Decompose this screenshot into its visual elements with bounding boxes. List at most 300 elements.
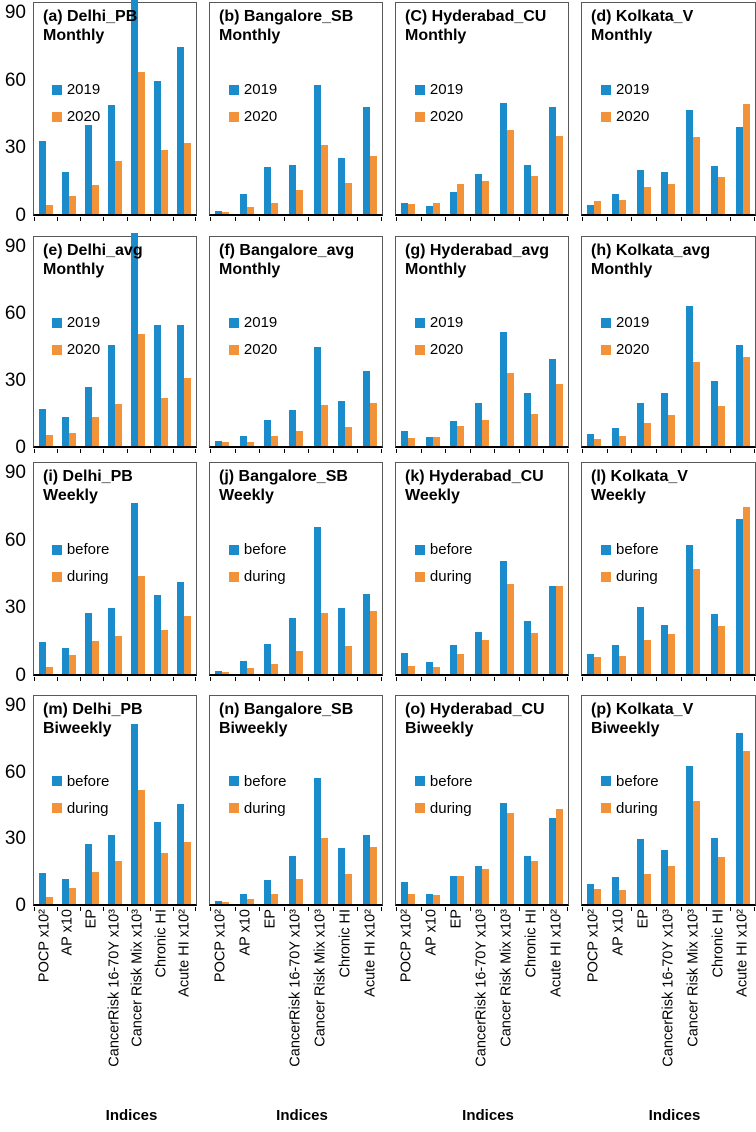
- legend-item-2020: [601, 341, 649, 358]
- bar-before: [62, 648, 69, 674]
- bar-before: [85, 844, 92, 904]
- bar-during: [644, 640, 651, 674]
- subplot-title-line1: (i) Delhi_PB: [43, 468, 133, 485]
- legend-swatch: [415, 112, 425, 122]
- subplot-title: [405, 467, 544, 505]
- bar-during: [321, 613, 328, 674]
- bar-group: [543, 463, 568, 674]
- bar-2019: [524, 165, 531, 214]
- legend-swatch: [601, 776, 611, 786]
- bar-2020: [69, 433, 76, 446]
- bar-before: [549, 818, 556, 904]
- bar-before: [108, 835, 115, 904]
- y-tick-label: 0: [15, 205, 26, 226]
- bar-2019: [661, 172, 668, 214]
- x-axis-title: Indices: [648, 1107, 701, 1124]
- bar-during: [345, 874, 352, 904]
- subplot-title-line1: (f) Bangalore_avg: [219, 242, 355, 259]
- bar-during: [184, 842, 191, 904]
- bar-2020: [408, 204, 415, 214]
- bar-2020: [184, 378, 191, 446]
- bar-2019: [450, 192, 457, 214]
- legend-label: 2020: [429, 108, 464, 126]
- legend-swatch: [52, 803, 62, 813]
- bar-2019: [612, 428, 619, 446]
- legend-label: during: [66, 799, 109, 817]
- subplot-title: [43, 241, 143, 279]
- legend-swatch: [229, 318, 239, 328]
- subplot-cell-l: [569, 448, 756, 676]
- bar-2019: [711, 166, 718, 214]
- bar-before: [85, 613, 92, 674]
- legend-item-during: [415, 568, 473, 585]
- subplot-title: [43, 467, 133, 505]
- subplot-o: [395, 695, 569, 906]
- legend-swatch: [415, 572, 425, 582]
- bar-2020: [644, 187, 651, 214]
- bar-during: [370, 847, 377, 904]
- bar-2020: [138, 334, 145, 446]
- subplot-g: [395, 236, 569, 448]
- subplot-cell-h: [569, 216, 756, 448]
- legend-item-before: [601, 541, 659, 558]
- bar-group: [150, 463, 173, 674]
- bar-before: [401, 882, 408, 904]
- bar-before: [39, 642, 46, 674]
- bar-before: [154, 595, 161, 674]
- bar-2020: [161, 398, 168, 446]
- bar-during: [693, 569, 700, 675]
- subplot-title-line2: Monthly: [405, 27, 467, 45]
- subplot-title-line1: (k) Hyderabad_CU: [405, 468, 544, 485]
- bar-2019: [661, 393, 668, 446]
- bar-2019: [240, 194, 247, 214]
- subplot-title-line2: Monthly: [591, 27, 653, 45]
- bar-2019: [587, 434, 594, 446]
- legend-swatch: [415, 345, 425, 355]
- legend-item-2020: [229, 341, 277, 358]
- bar-before: [475, 632, 482, 674]
- bar-group: [730, 696, 755, 904]
- x-category-label: Chronic HI: [153, 909, 170, 978]
- bar-2019: [289, 410, 296, 446]
- bar-2019: [264, 420, 271, 446]
- subplot-title-line2: Monthly: [591, 261, 653, 279]
- subplot-title-line2: Biweekly: [43, 720, 112, 738]
- bar-during: [433, 667, 440, 674]
- bar-2019: [587, 205, 594, 214]
- legend-swatch: [415, 545, 425, 555]
- legend-swatch: [52, 85, 62, 95]
- bar-before: [131, 503, 138, 674]
- bar-2019: [736, 345, 743, 446]
- legend-item-2019: [415, 314, 463, 331]
- legend-swatch: [229, 545, 239, 555]
- subplot-title: [219, 241, 354, 279]
- legend-label: 2019: [429, 81, 464, 99]
- subplot-cell-i: [0, 448, 197, 686]
- bar-group: [150, 3, 173, 214]
- x-label-area: [395, 906, 569, 1132]
- subplot-title-line2: Weekly: [219, 487, 274, 505]
- y-tick-label: 30: [4, 597, 26, 619]
- legend-item-during: [229, 800, 287, 817]
- subplot-cell-e: [0, 216, 197, 458]
- bar-group: [706, 696, 731, 904]
- bar-before: [450, 645, 457, 674]
- legend-swatch: [229, 112, 239, 122]
- bar-group: [543, 3, 568, 214]
- bar-before: [39, 873, 46, 904]
- legend-label: 2020: [66, 108, 101, 126]
- bar-2020: [668, 415, 675, 446]
- legend-swatch: [52, 572, 62, 582]
- subplot-cell-d: [569, 0, 756, 216]
- legend-label: during: [616, 568, 658, 586]
- bar-before: [215, 671, 222, 674]
- bar-2020: [408, 438, 415, 446]
- x-category-label: AP x10: [59, 909, 76, 956]
- bar-before: [177, 582, 184, 674]
- legend-item-2020: [601, 108, 649, 125]
- legend-label: 2020: [243, 341, 278, 359]
- bar-during: [46, 897, 53, 904]
- legend-item-2020: [415, 108, 463, 125]
- bar-group: [173, 463, 196, 674]
- x-category-label: Cancer Risk Mix x10³: [129, 909, 146, 1047]
- x-category-label: Chronic HI: [710, 909, 726, 978]
- bar-before: [661, 625, 668, 674]
- bar-2019: [177, 47, 184, 214]
- legend-label: 2020: [616, 341, 650, 359]
- bar-during: [296, 879, 303, 904]
- bar-2019: [154, 81, 161, 214]
- legend-item-2019: [52, 314, 100, 331]
- legend-label: before: [616, 541, 659, 559]
- bar-before: [661, 850, 668, 904]
- bar-during: [115, 636, 122, 674]
- x-label-cell: [197, 906, 383, 1132]
- subplot-title-line1: (b) Bangalore_SB: [219, 8, 354, 25]
- subplot-title-line2: Biweekly: [219, 720, 288, 738]
- bar-before: [612, 645, 619, 674]
- bar-2019: [637, 170, 644, 214]
- y-tick-label: 0: [15, 895, 26, 916]
- y-tick-label: 0: [15, 437, 26, 458]
- x-axis-title: Indices: [105, 1107, 158, 1124]
- bar-2019: [450, 421, 457, 446]
- subplot-d: [581, 2, 756, 216]
- bar-before: [264, 880, 271, 904]
- bar-2019: [62, 417, 69, 446]
- bar-during: [271, 664, 278, 674]
- legend-label: during: [243, 799, 286, 817]
- legend-label: 2019: [243, 81, 278, 99]
- subplot-title: [219, 7, 353, 45]
- subplot-f: [209, 236, 383, 448]
- subplot-h: [581, 236, 756, 448]
- subplot-title-line2: Weekly: [591, 487, 646, 505]
- bar-before: [637, 607, 644, 674]
- bar-2020: [138, 72, 145, 214]
- bar-before: [587, 884, 594, 904]
- legend: [415, 314, 463, 358]
- y-tick-label: 90: [4, 236, 26, 258]
- bar-before: [736, 733, 743, 904]
- subplot-title: [405, 700, 545, 738]
- y-tick-label: 0: [15, 665, 26, 686]
- subplot-title-line2: Monthly: [219, 27, 281, 45]
- legend-swatch: [229, 572, 239, 582]
- bar-2020: [693, 362, 700, 446]
- bar-2020: [556, 136, 563, 214]
- bar-2020: [69, 196, 76, 214]
- bar-during: [531, 633, 538, 674]
- bar-group: [730, 463, 755, 674]
- bar-during: [594, 889, 601, 904]
- subplot-title-line1: (g) Hyderabad_avg: [405, 242, 550, 259]
- bar-2019: [612, 194, 619, 214]
- x-category-label: CancerRisk 16-70Y x10³: [106, 909, 123, 1067]
- bar-2019: [401, 431, 408, 446]
- x-category-label: CancerRisk 16-70Y x10³: [287, 909, 304, 1067]
- y-axis-tick-labels: [0, 462, 28, 686]
- bar-2019: [215, 211, 222, 214]
- bar-2020: [345, 183, 352, 214]
- bar-2020: [457, 184, 464, 214]
- bar-before: [711, 838, 718, 904]
- y-tick-label: 90: [4, 462, 26, 484]
- bar-during: [693, 801, 700, 904]
- bar-2020: [370, 403, 377, 446]
- bar-2019: [85, 125, 92, 214]
- y-tick-label: 30: [4, 370, 26, 392]
- bar-before: [154, 822, 161, 904]
- bar-2019: [524, 393, 531, 446]
- legend-swatch: [601, 85, 611, 95]
- legend-item-2020: [52, 341, 100, 358]
- bar-group: [730, 237, 755, 446]
- bar-group: [357, 237, 382, 446]
- bar-before: [131, 724, 138, 904]
- legend-item-during: [52, 800, 110, 817]
- bar-2019: [338, 158, 345, 214]
- legend: [415, 81, 463, 125]
- legend-swatch: [415, 776, 425, 786]
- bar-during: [138, 790, 145, 904]
- bar-during: [408, 894, 415, 904]
- bar-group: [730, 3, 755, 214]
- legend-swatch: [52, 112, 62, 122]
- x-category-label: Cancer Risk Mix x10³: [498, 909, 515, 1047]
- legend-item-2019: [601, 314, 649, 331]
- bar-during: [507, 584, 514, 674]
- bar-2019: [39, 409, 46, 446]
- legend-item-2019: [601, 81, 649, 98]
- subplot-cell-b: [197, 0, 383, 216]
- bar-during: [247, 899, 254, 904]
- legend-label: before: [243, 541, 287, 559]
- subplot-a: [33, 2, 197, 216]
- subplot-cell-c: [383, 0, 569, 216]
- bar-group: [357, 696, 382, 904]
- legend: [52, 541, 110, 585]
- x-category-label: AP x10: [423, 909, 440, 956]
- legend-label: 2020: [243, 108, 278, 126]
- x-label-cell: [569, 906, 756, 1132]
- legend: [601, 541, 659, 585]
- bar-before: [401, 653, 408, 674]
- bar-2019: [338, 401, 345, 446]
- bar-2020: [718, 177, 725, 214]
- bar-before: [338, 608, 345, 674]
- legend-item-before: [415, 541, 473, 558]
- bar-during: [619, 656, 626, 674]
- y-tick-label: 90: [4, 695, 26, 717]
- bar-2020: [222, 212, 229, 214]
- legend-label: during: [429, 799, 472, 817]
- legend: [415, 541, 473, 585]
- bar-2019: [264, 167, 271, 214]
- bar-group: [150, 696, 173, 904]
- x-label-cell: [383, 906, 569, 1132]
- bar-2020: [370, 156, 377, 214]
- x-category-label: POCP x10²: [212, 909, 229, 983]
- bar-before: [426, 662, 433, 674]
- legend-item-2019: [52, 81, 100, 98]
- legend-swatch: [229, 776, 239, 786]
- x-category-label: EP: [262, 909, 279, 929]
- bar-group: [543, 696, 568, 904]
- bar-2020: [507, 130, 514, 214]
- legend-label: 2019: [66, 314, 101, 332]
- bar-during: [222, 902, 229, 904]
- bar-2020: [507, 373, 514, 446]
- bar-during: [718, 857, 725, 904]
- bar-2019: [85, 387, 92, 446]
- bar-before: [686, 545, 693, 674]
- legend-swatch: [415, 85, 425, 95]
- legend-label: before: [66, 541, 110, 559]
- subplot-title-line2: Monthly: [43, 261, 105, 279]
- bar-during: [743, 507, 750, 674]
- subplot-cell-g: [383, 216, 569, 448]
- bar-before: [450, 876, 457, 904]
- x-category-label: CancerRisk 16-70Y x10³: [660, 909, 676, 1067]
- legend-swatch: [415, 318, 425, 328]
- legend: [601, 314, 649, 358]
- bar-during: [370, 611, 377, 674]
- bar-2020: [556, 384, 563, 446]
- subplot-m: [33, 695, 197, 906]
- subplot-title: [591, 241, 710, 279]
- x-category-label: CancerRisk 16-70Y x10³: [473, 909, 490, 1067]
- bar-during: [46, 667, 53, 674]
- subplot-title: [591, 700, 693, 738]
- bar-2019: [711, 381, 718, 446]
- x-category-label: Acute HI x10²: [734, 909, 751, 997]
- bar-before: [524, 856, 531, 904]
- bar-2020: [161, 150, 168, 214]
- bar-2020: [271, 436, 278, 446]
- legend: [52, 81, 100, 125]
- bar-during: [594, 657, 601, 674]
- bar-2019: [215, 441, 222, 447]
- subplot-b: [209, 2, 383, 216]
- x-category-label: Cancer Risk Mix x10³: [685, 909, 701, 1047]
- bar-before: [711, 614, 718, 674]
- bar-2020: [46, 205, 53, 214]
- subplot-title-line1: (n) Bangalore_SB: [219, 701, 354, 718]
- bar-2019: [177, 325, 184, 446]
- bar-before: [314, 778, 321, 904]
- bar-during: [92, 872, 99, 904]
- legend-label: during: [243, 568, 286, 586]
- subplot-title: [219, 467, 348, 505]
- y-axis-tick-labels: [0, 236, 28, 458]
- bar-during: [718, 626, 725, 674]
- bar-before: [177, 804, 184, 904]
- subplot-title-line1: (l) Kolkata_V: [591, 468, 688, 485]
- subplot-l: [581, 462, 756, 676]
- legend: [52, 773, 110, 817]
- bar-before: [108, 608, 115, 674]
- bar-2019: [240, 436, 247, 446]
- legend-label: during: [66, 568, 109, 586]
- legend-swatch: [52, 345, 62, 355]
- subplot-title-line1: (m) Delhi_PB: [43, 701, 143, 718]
- subplot-title: [219, 700, 353, 738]
- bar-2019: [475, 403, 482, 446]
- bar-2020: [321, 145, 328, 214]
- bar-2020: [296, 431, 303, 446]
- bar-2019: [363, 107, 370, 214]
- bar-2020: [743, 357, 750, 446]
- subplot-title-line2: Monthly: [405, 261, 467, 279]
- legend-item-during: [52, 568, 110, 585]
- legend-label: 2019: [243, 314, 278, 332]
- bar-group: [706, 3, 731, 214]
- bar-group: [357, 3, 382, 214]
- bar-before: [736, 519, 743, 674]
- bar-before: [240, 661, 247, 674]
- subplot-title: [591, 467, 688, 505]
- subplot-k: [395, 462, 569, 676]
- x-axis-label-row: [0, 906, 756, 1132]
- y-tick-label: 60: [4, 761, 26, 783]
- legend-swatch: [601, 803, 611, 813]
- bar-before: [637, 839, 644, 904]
- y-tick-label: 30: [4, 828, 26, 850]
- legend-item-2020: [415, 341, 463, 358]
- subplot-cell-f: [197, 216, 383, 448]
- bar-2020: [668, 184, 675, 214]
- legend-label: during: [616, 799, 658, 817]
- bar-during: [247, 668, 254, 674]
- legend-swatch: [601, 572, 611, 582]
- legend-swatch: [229, 345, 239, 355]
- y-tick-label: 60: [4, 529, 26, 551]
- y-tick-label: 30: [4, 137, 26, 159]
- bar-2020: [321, 405, 328, 446]
- x-label-cell: [0, 906, 197, 1132]
- legend-swatch: [229, 803, 239, 813]
- subplot-title-line2: Weekly: [405, 487, 460, 505]
- subplot-title-line1: (h) Kolkata_avg: [591, 242, 711, 259]
- bar-2019: [363, 371, 370, 446]
- y-axis-tick-labels: [0, 695, 28, 916]
- bar-during: [138, 576, 145, 674]
